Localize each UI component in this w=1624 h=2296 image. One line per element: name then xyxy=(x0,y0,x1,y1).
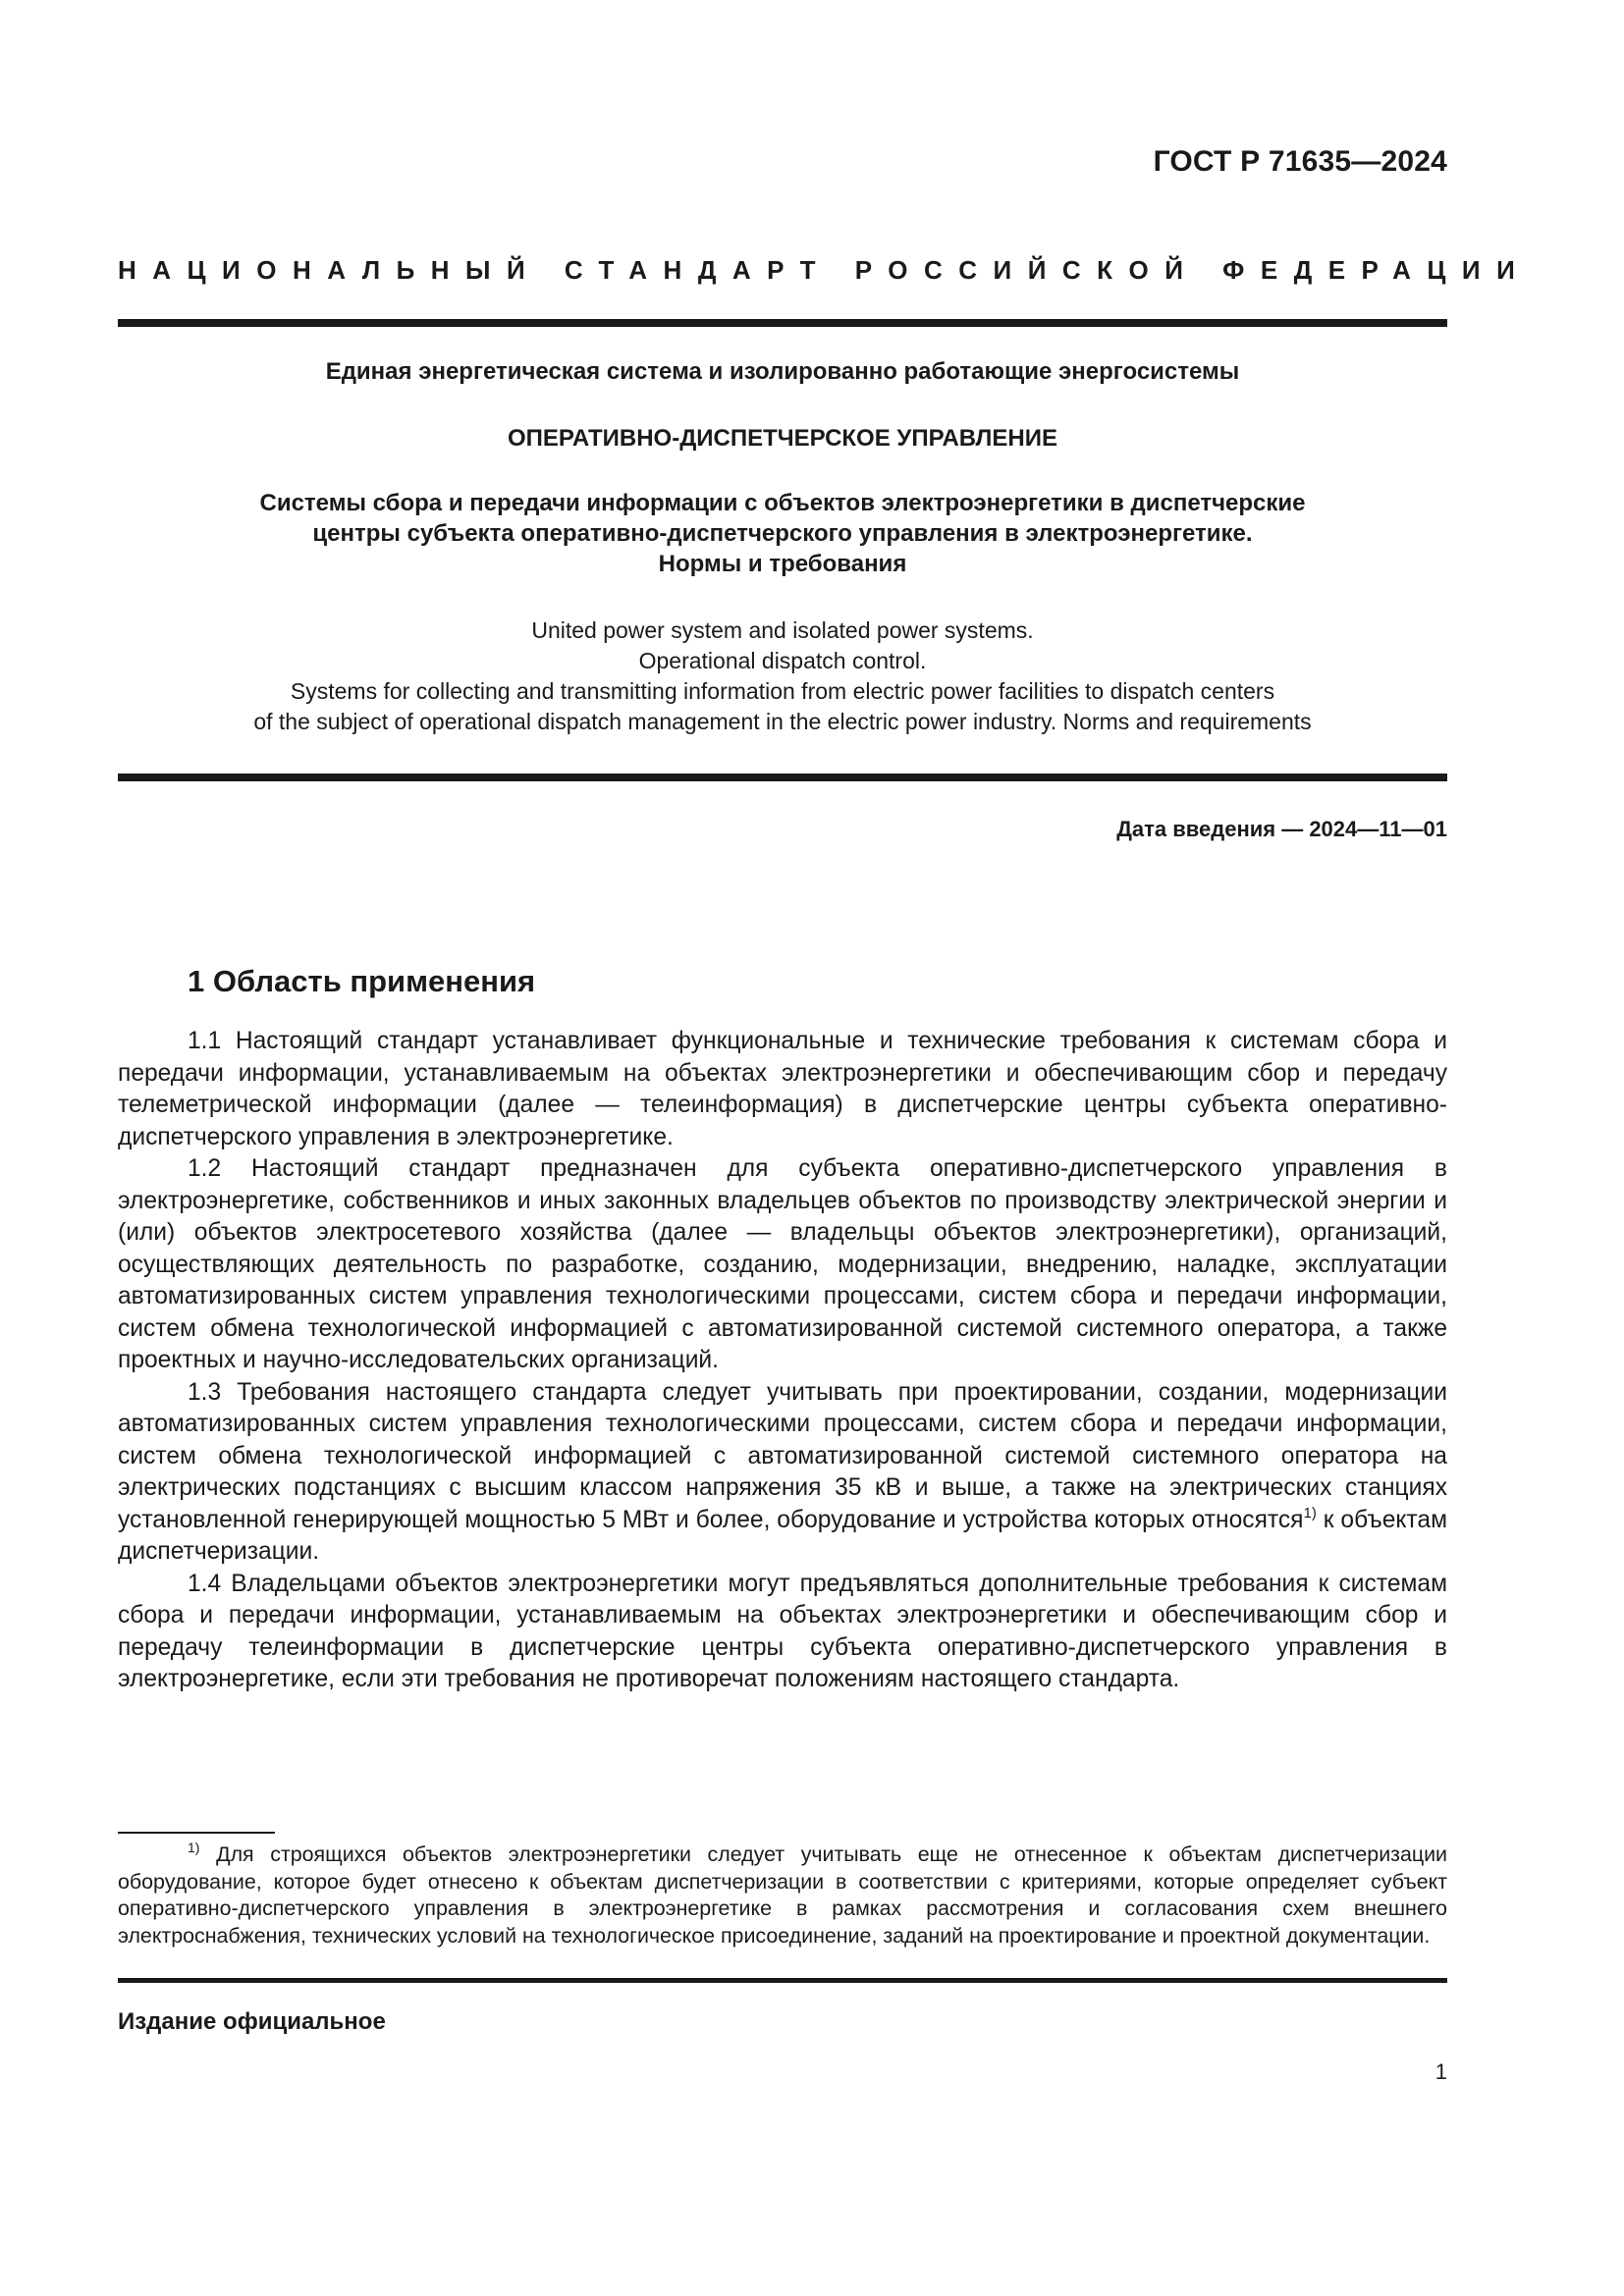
paragraph-1-3 xyxy=(118,1377,1447,1569)
english-title-line-3: Systems for collecting and transmitting information from electric power facilities to dispatch centers xyxy=(290,678,1275,704)
title-line-3b: центры субъекта оперативно-диспетчерского управления в электроэнергетике. xyxy=(312,520,1253,547)
paragraph-1-4: 1.4 Владельцами объектов электроэнергетики могут предъявляться дополнительные требования к системам сбора и передачи информации, устанавливаемым на объектах электроэнергетики и обеспечивающим сбор и передачу телеинформации в диспетчерские центры субъекта оперативно-диспетчерского управления в электроэнергетике, если эти требования не противоречат положениям настоящего стандарта. xyxy=(118,1570,1447,1692)
title-bottom-rule xyxy=(118,774,1447,781)
national-standard-text: НАЦИОНАЛЬНЫЙ СТАНДАРТ РОССИЙСКОЙ ФЕДЕРАЦИИ xyxy=(118,255,1532,285)
paragraph-1-1: 1.1 Настоящий стандарт устанавливает функциональные и технические требования к системам сбора и передачи информации, устанавливаемым на объектах электроэнергетики и обеспечивающим сбор и передачу телеметрической информации (далее — телеинформация) в диспетчерские центры субъекта оперативно-диспетчерского управления в электроэнергетике. xyxy=(118,1028,1447,1150)
section-heading: 1 Область применения xyxy=(188,964,536,998)
paragraph-1-3-text: 1.3 Требования настоящего стандарта следует учитывать при проектировании, создании, модернизации автоматизированных систем управления технологическими процессами, систем сбора и передачи информации, систем обмена технологической информацией с автоматизированной системой системного оператора на электрических подстанциях с высшим классом напряжения 35 кВ и выше, а также на электрических станциях установленной генерирующей мощностью 5 МВт и более, оборудование и устройства которых относятся xyxy=(118,1378,1447,1533)
national-standard-banner xyxy=(118,255,1532,286)
title-line-2: ОПЕРАТИВНО-ДИСПЕТЧЕРСКОЕ УПРАВЛЕНИЕ xyxy=(508,425,1057,452)
introduction-date: Дата введения — 2024—11—01 xyxy=(1116,817,1447,841)
footer-rule xyxy=(118,1978,1447,1983)
footnote-ref[interactable]: 1) xyxy=(1303,1504,1317,1522)
title-line-3c: Нормы и требования xyxy=(658,551,907,577)
paragraph-1-3-end: к объектам диспетчеризации. xyxy=(118,1506,1447,1565)
footnote-body: Для строящихся объектов электроэнергетики следует учитывать еще не отнесенное к объектам диспетчеризации оборудование, которое будет отнесено к объектам диспетчеризации в соответствии с критериями, которые определяет субъект оперативно-диспетчерского управления в электроэнергетике в рамках рассмотрения и согласования схем внешнего электроснабжения, технических условий на технологическое присоединение, заданий на проектирование и проектной документации. xyxy=(118,1842,1447,1948)
english-title-line-2: Operational dispatch control. xyxy=(638,648,927,673)
english-title-line-4: of the subject of operational dispatch management in the electric power industry. Norms and requirements xyxy=(253,709,1312,734)
footnote-text xyxy=(118,1842,1447,1949)
footnote xyxy=(118,1842,1447,1949)
title-block xyxy=(118,488,1447,579)
top-rule xyxy=(118,319,1447,327)
footnote-separator xyxy=(118,1832,275,1834)
paragraph-1-2: 1.2 Настоящий стандарт предназначен для субъекта оперативно-диспетчерского управления в электроэнергетике, собственников и иных законных владельцев объектов по производству электрической энергии и (или) объектов электросетевого хозяйства (далее — владельцы объектов электроэнергетики), организаций, осуществляющих деятельность по разработке, созданию, модернизации, внедрению, наладке, эксплуатации автоматизированных систем управления технологическими процессами, систем сбора и передачи информации, систем обмена технологической информацией с автоматизированной системой системного оператора, а также проектных и научно-исследовательских организаций. xyxy=(118,1155,1447,1373)
footnote-mark: 1) xyxy=(188,1840,200,1855)
title-line-3a: Системы сбора и передачи информации с объектов электроэнергетики в диспетчерские xyxy=(259,490,1306,516)
english-title-line-1: United power system and isolated power systems. xyxy=(531,617,1034,643)
page-number: 1 xyxy=(1435,2059,1447,2084)
standard-code: ГОСТ Р 71635—2024 xyxy=(1153,145,1447,178)
edition-label: Издание официальное xyxy=(118,2008,386,2035)
title-line-1: Единая энергетическая система и изолированно работающие энергосистемы xyxy=(325,358,1240,385)
english-title xyxy=(118,615,1447,737)
section-body xyxy=(118,1026,1447,1696)
